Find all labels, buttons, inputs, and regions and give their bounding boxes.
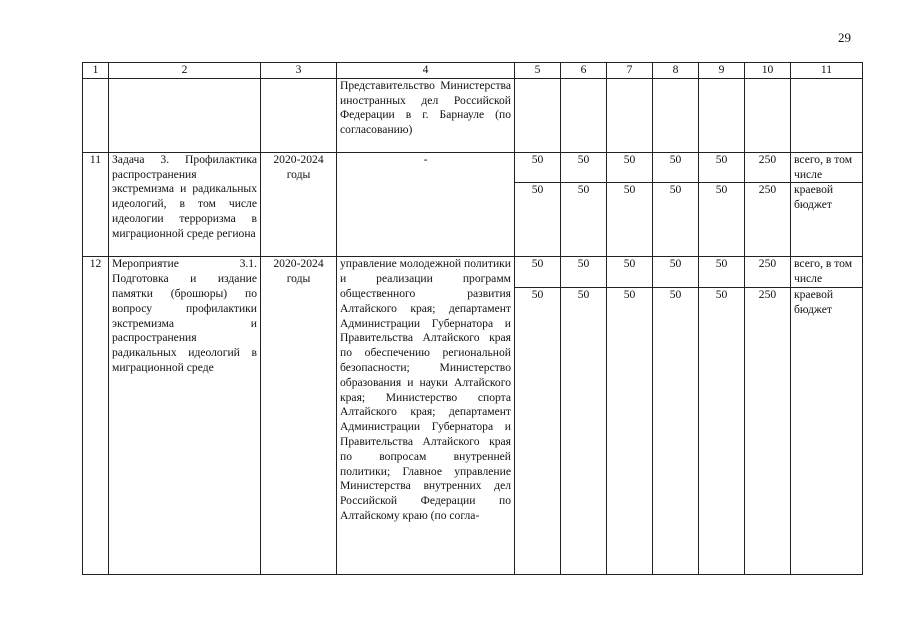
funding-2020: 50 — [515, 287, 561, 574]
funding-2022: 50 — [607, 287, 653, 574]
funding-2022: 50 — [607, 183, 653, 257]
executor-cell: Представительство Министерства иностранных дел Российской Федерации в г. Барнауле (по согласованию) — [337, 78, 515, 152]
row-number: 12 — [83, 257, 109, 575]
column-number: 10 — [745, 63, 791, 79]
funding-source: всего, в том числе — [791, 257, 863, 288]
column-number: 11 — [791, 63, 863, 79]
funding-2024: 50 — [699, 183, 745, 257]
funding-2023: 50 — [653, 257, 699, 288]
funding-2021: 50 — [561, 287, 607, 574]
task-name: Мероприятие 3.1. Подготовка и издание памятки (брошюры) по вопросу профилактики экстремизма и распространения радикальных идеологий в миграционной среде — [109, 257, 261, 575]
page-number: 29 — [838, 30, 851, 45]
column-number: 4 — [337, 63, 515, 79]
funding-2024: 50 — [699, 152, 745, 183]
table-row — [83, 257, 863, 288]
program-table — [82, 62, 863, 575]
column-number: 1 — [83, 63, 109, 79]
continuation-row — [83, 78, 863, 152]
funding-2023: 50 — [653, 287, 699, 574]
funding-total: 250 — [745, 152, 791, 183]
funding-2020: 50 — [515, 183, 561, 257]
funding-2022: 50 — [607, 257, 653, 288]
column-number: 5 — [515, 63, 561, 79]
funding-2020: 50 — [515, 257, 561, 288]
funding-2024: 50 — [699, 287, 745, 574]
funding-2023: 50 — [653, 183, 699, 257]
funding-2021: 50 — [561, 257, 607, 288]
funding-2023: 50 — [653, 152, 699, 183]
funding-2022: 50 — [607, 152, 653, 183]
period: 2020-2024 годы — [261, 257, 337, 575]
period: 2020-2024 годы — [261, 152, 337, 257]
task-name: Задача 3. Профилактика распространения экстремизма и радикальных идеологий, в том числе идеологии терроризма в миграционной среде региона — [109, 152, 261, 257]
funding-total: 250 — [745, 183, 791, 257]
executor: управление молодежной политики и реализации программ общественного развития Алтайского края; департамент Администрации Губернатора и Правительства Алтайского края по обеспечению региональной безопасности; Министерство образования и науки Алтайского края; Министерство спорта Алтайского края; департамент Администрации Губернатора и Правительства Алтайского края по вопросам внутренней политики; Главное управление Министерства внутренних дел Российской Федерации по Алтайскому краю (по согла- — [337, 257, 515, 575]
row-number: 11 — [83, 152, 109, 257]
column-number: 8 — [653, 63, 699, 79]
column-number-row — [83, 63, 863, 79]
table-row — [83, 152, 863, 183]
column-number: 6 — [561, 63, 607, 79]
executor: - — [337, 152, 515, 257]
column-number: 9 — [699, 63, 745, 79]
funding-2021: 50 — [561, 152, 607, 183]
column-number: 2 — [109, 63, 261, 79]
funding-2024: 50 — [699, 257, 745, 288]
funding-source: всего, в том числе — [791, 152, 863, 183]
funding-source: краевой бюджет — [791, 183, 863, 257]
funding-2021: 50 — [561, 183, 607, 257]
funding-2020: 50 — [515, 152, 561, 183]
column-number: 3 — [261, 63, 337, 79]
funding-total: 250 — [745, 257, 791, 288]
column-number: 7 — [607, 63, 653, 79]
funding-source: краевой бюджет — [791, 287, 863, 574]
funding-total: 250 — [745, 287, 791, 574]
